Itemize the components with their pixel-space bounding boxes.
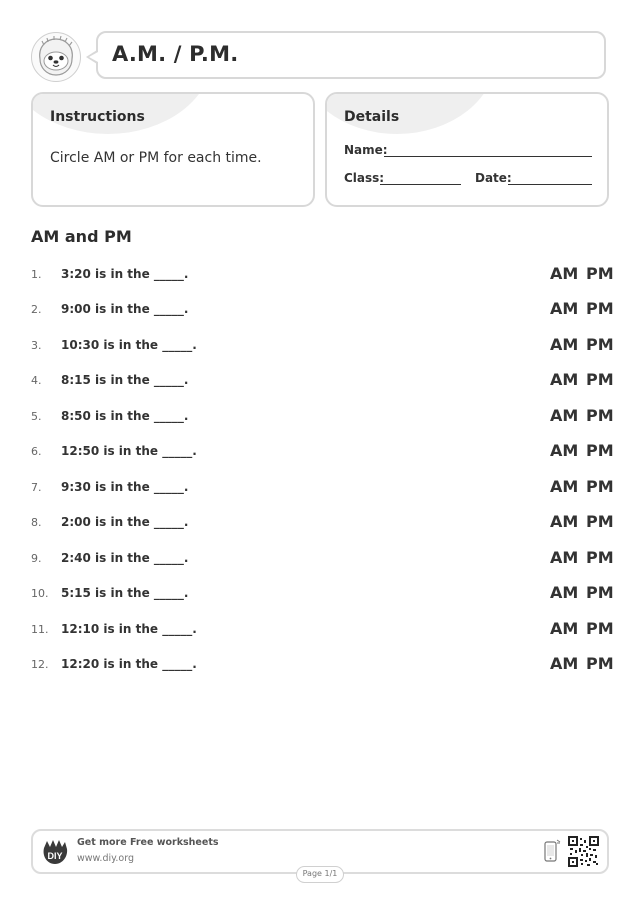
page-indicator: Page 1/1 — [296, 866, 344, 883]
am-option[interactable]: AM — [550, 477, 579, 496]
page-title: A.M. / P.M. — [112, 42, 239, 66]
name-label: Name: — [344, 143, 388, 157]
phone-app-icon — [543, 838, 561, 864]
pm-option[interactable]: PM — [586, 619, 614, 638]
pm-option[interactable]: PM — [586, 406, 614, 425]
footer-title: Get more Free worksheets — [77, 837, 219, 848]
question-number: 10. — [31, 587, 49, 600]
question-number: 8. — [31, 516, 42, 529]
question-text: 12:50 is in the _____. — [61, 444, 197, 458]
question-text: 12:10 is in the _____. — [61, 622, 197, 636]
question-row — [0, 512, 640, 536]
am-option[interactable]: AM — [550, 583, 579, 602]
am-option[interactable]: AM — [550, 264, 579, 283]
footer-url[interactable]: www.diy.org — [77, 853, 134, 864]
pm-option[interactable]: PM — [586, 335, 614, 354]
question-row — [0, 654, 640, 678]
am-option[interactable]: AM — [550, 406, 579, 425]
pm-option[interactable]: PM — [586, 477, 614, 496]
am-option[interactable]: AM — [550, 654, 579, 673]
sloth-mascot-icon — [31, 32, 81, 82]
question-text: 2:40 is in the _____. — [61, 551, 189, 565]
question-text: 8:50 is in the _____. — [61, 409, 189, 423]
question-number: 9. — [31, 552, 42, 565]
pm-option[interactable]: PM — [586, 299, 614, 318]
question-row — [0, 406, 640, 430]
instructions-text: Circle AM or PM for each time. — [50, 150, 262, 166]
instructions-card — [31, 92, 315, 207]
class-field[interactable] — [380, 184, 461, 185]
am-option[interactable]: AM — [550, 441, 579, 460]
pm-option[interactable]: PM — [586, 441, 614, 460]
question-text: 8:15 is in the _____. — [61, 373, 189, 387]
question-number: 12. — [31, 658, 49, 671]
question-row — [0, 441, 640, 465]
question-row — [0, 264, 640, 288]
pm-option[interactable]: PM — [586, 583, 614, 602]
question-row — [0, 548, 640, 572]
pm-option[interactable]: PM — [586, 512, 614, 531]
date-label: Date: — [475, 171, 512, 185]
question-number: 11. — [31, 623, 49, 636]
question-text: 12:20 is in the _____. — [61, 657, 197, 671]
am-option[interactable]: AM — [550, 548, 579, 567]
question-text: 9:00 is in the _____. — [61, 302, 189, 316]
question-row — [0, 299, 640, 323]
question-number: 7. — [31, 481, 42, 494]
am-option[interactable]: AM — [550, 335, 579, 354]
question-text: 3:20 is in the _____. — [61, 267, 189, 281]
pm-option[interactable]: PM — [586, 548, 614, 567]
question-text: 2:00 is in the _____. — [61, 515, 189, 529]
pm-option[interactable]: PM — [586, 654, 614, 673]
am-option[interactable]: AM — [550, 370, 579, 389]
details-title: Details — [344, 109, 400, 125]
question-row — [0, 619, 640, 643]
question-number: 6. — [31, 445, 42, 458]
class-label: Class: — [344, 171, 385, 185]
question-number: 2. — [31, 303, 42, 316]
question-number: 1. — [31, 268, 42, 281]
pm-option[interactable]: PM — [586, 370, 614, 389]
name-field[interactable] — [384, 156, 592, 157]
svg-text:DIY: DIY — [47, 851, 63, 861]
question-text: 5:15 is in the _____. — [61, 586, 189, 600]
question-row — [0, 477, 640, 501]
question-row — [0, 335, 640, 359]
qr-code-icon — [568, 836, 599, 867]
am-option[interactable]: AM — [550, 299, 579, 318]
diy-logo-icon[interactable] — [41, 839, 69, 866]
question-row — [0, 583, 640, 607]
question-text: 9:30 is in the _____. — [61, 480, 189, 494]
question-text: 10:30 is in the _____. — [61, 338, 197, 352]
pm-option[interactable]: PM — [586, 264, 614, 283]
question-row — [0, 370, 640, 394]
question-number: 4. — [31, 374, 42, 387]
am-option[interactable]: AM — [550, 512, 579, 531]
speech-bubble-tail-inner — [89, 52, 98, 62]
date-field[interactable] — [508, 184, 592, 185]
details-card — [325, 92, 609, 207]
question-number: 5. — [31, 410, 42, 423]
instructions-title: Instructions — [50, 109, 145, 125]
question-number: 3. — [31, 339, 42, 352]
section-heading: AM and PM — [31, 227, 132, 246]
am-option[interactable]: AM — [550, 619, 579, 638]
